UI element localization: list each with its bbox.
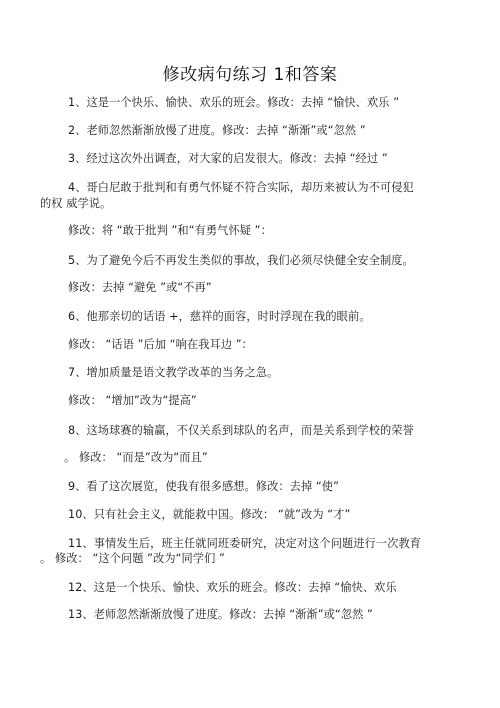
exercise-line: 4、哥白尼敢于批判和有勇气怀疑不符合实际，却历来被认为不可侵犯 xyxy=(68,181,414,194)
exercise-line: 11、事情发生后，班主任就同班委研究，决定对这个问题进行一次教育 xyxy=(68,537,422,550)
exercise-line: 6、他那亲切的话语 +，慈祥的面容，时时浮现在我的眼前。 xyxy=(68,310,371,323)
exercise-line: 13、老师忽然渐渐放慢了进度。修改：去掉 “渐渐”或“忽然 ” xyxy=(68,608,373,621)
correction-line: 。 修改： “而是”改为“而且” xyxy=(64,451,208,464)
exercise-line-continued: 的权 威学说。 xyxy=(40,197,112,210)
exercise-line: 2、老师忽然渐渐放慢了进度。修改：去掉 “渐渐”或“忽然 ” xyxy=(68,124,366,137)
document-title: 修改病句练习 1和答案 xyxy=(162,65,338,85)
correction-line: 修改： “增加”改为“提高” xyxy=(68,394,197,407)
exercise-line: 5、为了避免今后不再发生类似的事故，我们必须尽快健全安全制度。 xyxy=(68,254,414,267)
correction-line: 修改：将 “敢于批判 ”和“有勇气怀疑 ”： xyxy=(68,224,272,237)
exercise-line: 3、经过这次外出调查，对大家的启发很大。修改：去掉 “经过 ” xyxy=(68,152,388,165)
exercise-line: 7、增加质量是语文教学改革的当务之急。 xyxy=(68,366,279,379)
exercise-line: 12、这是一个快乐、愉快、欢乐的班会。修改：去掉 “愉快、欢乐 xyxy=(68,581,397,594)
exercise-line: 10、只有社会主义，就能救中国。修改： “就”改为 “才” xyxy=(68,508,351,521)
correction-line: 修改： “话语 ”后加 “响在我耳边 ”： xyxy=(68,338,253,351)
exercise-line: 1、这是一个快乐、愉快、欢乐的班会。修改：去掉 “愉快、欢乐 ” xyxy=(68,96,400,109)
correction-line: 。 修改： “这个问题 ”改为“同学们 ” xyxy=(40,552,225,565)
correction-line: 修改：去掉 “避免 ”或“不再” xyxy=(68,281,212,294)
exercise-line: 9、看了这次展览，使我有很多感想。修改：去掉 “使” xyxy=(68,480,339,493)
exercise-line: 8、这场球赛的输赢，不仅关系到球队的名声，而是关系到学校的荣誉 xyxy=(68,424,414,437)
